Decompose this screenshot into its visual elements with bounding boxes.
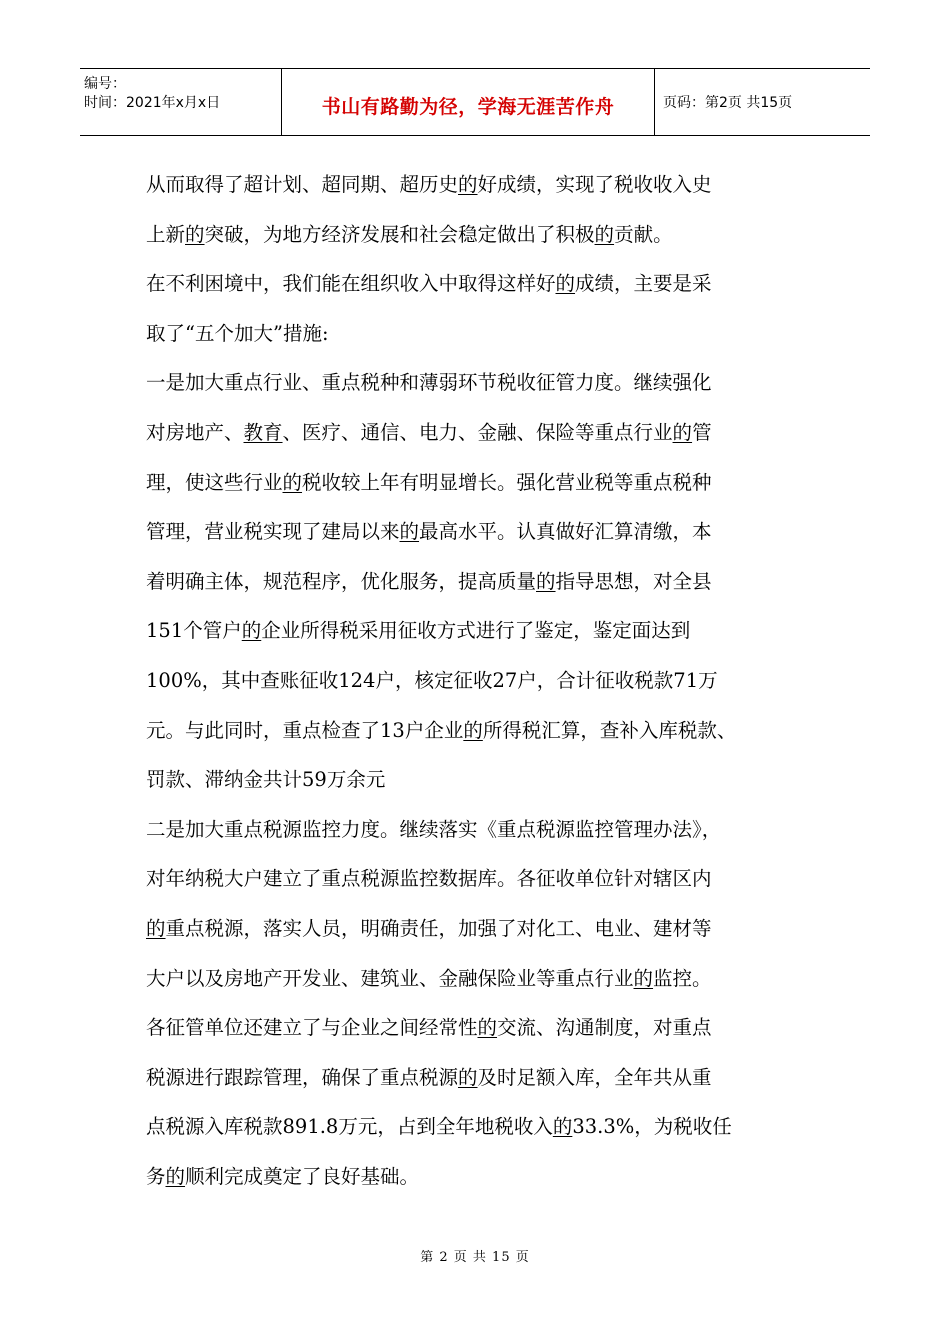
underlined-text: 的 — [146, 916, 166, 940]
text-segment: 对房地产、 — [146, 420, 244, 444]
body-text-line — [146, 805, 826, 855]
body-text-line — [146, 507, 826, 557]
text-segment: 罚款、滞纳金共计59万余元 — [146, 768, 386, 792]
text-segment: 在不利困境中，我们能在组织收入中取得这样好 — [146, 272, 556, 296]
body-text-line — [146, 1003, 826, 1053]
body-text-line — [146, 954, 826, 1004]
text-segment: 务 — [146, 1164, 166, 1188]
underlined-text: 的 — [241, 619, 262, 643]
text-segment: 理，使这些行业 — [146, 470, 283, 494]
body-text-line — [146, 408, 826, 458]
text-segment: 税源进行跟踪管理，确保了重点税源 — [146, 1065, 459, 1089]
underlined-text: 的 — [185, 222, 205, 246]
body-text-line — [146, 1102, 826, 1152]
underlined-text: 的 — [399, 520, 420, 544]
text-segment: 贡献。 — [614, 222, 673, 246]
text-segment: 管理，营业税实现了建局以来 — [146, 520, 400, 544]
text-segment: 着明确主体，规范程序，优化服务，提高质量 — [146, 569, 537, 593]
underlined-text: 的 — [672, 420, 693, 444]
underlined-text: 的 — [282, 470, 303, 494]
footer-page-number: 第 2 页 共 15 页 — [420, 1250, 530, 1265]
text-segment: 、医疗、通信、电力、金融、保险等重点行业 — [282, 420, 673, 444]
underlined-text: 的 — [165, 1164, 186, 1188]
body-text-line — [146, 904, 826, 954]
document-time-label: 时间：2021年x月x日 — [84, 95, 221, 111]
text-segment: 取了“五个加大”措施: — [146, 321, 329, 345]
underlined-text: 的 — [594, 222, 615, 246]
body-text-line — [146, 210, 826, 260]
document-number-label: 编号： — [84, 76, 126, 92]
underlined-text: 的 — [536, 569, 556, 593]
body-text-line — [146, 656, 826, 706]
text-segment: 重点税源，落实人员，明确责任，加强了对化工、电业、建材等 — [165, 916, 712, 940]
text-segment: 及时足额入库，全年共从重 — [477, 1065, 712, 1089]
text-segment: 顺利完成奠定了良好基础。 — [185, 1164, 420, 1188]
text-segment: 企业所得税采用征收方式进行了鉴定，鉴定面达到 — [261, 619, 691, 643]
underlined-text: 的 — [458, 173, 478, 196]
text-segment: 大户以及房地产开发业、建筑业、金融保险业等重点行业 — [146, 966, 634, 990]
text-segment: 监控。 — [653, 966, 712, 990]
body-text-line — [146, 1053, 826, 1103]
text-segment: 突破，为地方经济发展和社会稳定做出了积极 — [204, 222, 595, 246]
text-segment: 交流、沟通制度，对重点 — [497, 1016, 712, 1040]
body-text-line — [146, 706, 826, 756]
header-page-info-cell — [655, 69, 870, 135]
body-text-line — [146, 854, 826, 904]
page-footer — [0, 1246, 950, 1265]
text-segment: 管 — [692, 420, 712, 444]
text-segment: 最高水平。认真做好汇算清缴，本 — [419, 520, 712, 544]
text-segment: 点税源入库税款891.8万元，占到全年地税收入 — [146, 1115, 553, 1139]
body-text-line — [146, 358, 826, 408]
body-text-line — [146, 309, 826, 359]
underlined-text: 的 — [477, 1016, 498, 1040]
text-segment: 好成绩，实现了税收收入史 — [477, 173, 712, 196]
underlined-text: 的 — [463, 718, 483, 742]
text-segment: 所得税汇算，查补入库税款、 — [482, 718, 737, 742]
body-text-line — [146, 557, 826, 607]
text-segment: 指导思想，对全县 — [555, 569, 712, 593]
text-segment: 二是加大重点税源监控力度。继续落实《重点税源监控管理办法》， — [146, 817, 722, 841]
text-segment: 一是加大重点行业、重点税种和薄弱环节税收征管力度。继续强化 — [146, 371, 712, 395]
header-motto-cell — [282, 69, 655, 135]
underlined-text: 的 — [633, 966, 654, 990]
text-segment: 成绩，主要是采 — [575, 272, 712, 296]
text-segment: 从而取得了超计划、超同期、超历史 — [146, 173, 459, 196]
text-segment: 元。与此同时，重点检查了13户企业 — [146, 718, 464, 742]
text-segment: 151个管户 — [146, 619, 242, 643]
header-meta — [80, 69, 282, 135]
underlined-text: 的 — [458, 1065, 478, 1089]
document-body — [146, 160, 826, 1201]
body-text-line — [146, 259, 826, 309]
body-text-line — [146, 755, 826, 805]
text-segment: 33.3%，为税收任 — [572, 1115, 732, 1139]
body-text-line — [146, 1152, 826, 1202]
header-page-info: 页码：第2页 共15页 — [663, 95, 793, 111]
header-motto: 书山有路勤为径，学海无涯苦作舟 — [321, 95, 615, 118]
underlined-text: 的 — [555, 272, 576, 296]
text-segment: 各征管单位还建立了与企业之间经常性 — [146, 1016, 478, 1040]
text-segment: 对年纳税大户建立了重点税源监控数据库。各征收单位针对辖区内 — [146, 867, 712, 891]
body-text-line — [146, 458, 826, 508]
body-text-line — [146, 160, 826, 210]
text-segment: 100%，其中查账征收124户，核定征收27户，合计征收税款71万 — [146, 668, 718, 692]
body-text-line — [146, 606, 826, 656]
text-segment: 上新 — [146, 222, 186, 246]
underlined-text: 的 — [552, 1115, 573, 1139]
text-segment: 税收较上年有明显增长。强化营业税等重点税种 — [302, 470, 712, 494]
underlined-text: 教育 — [243, 420, 283, 444]
page-header — [80, 68, 870, 136]
